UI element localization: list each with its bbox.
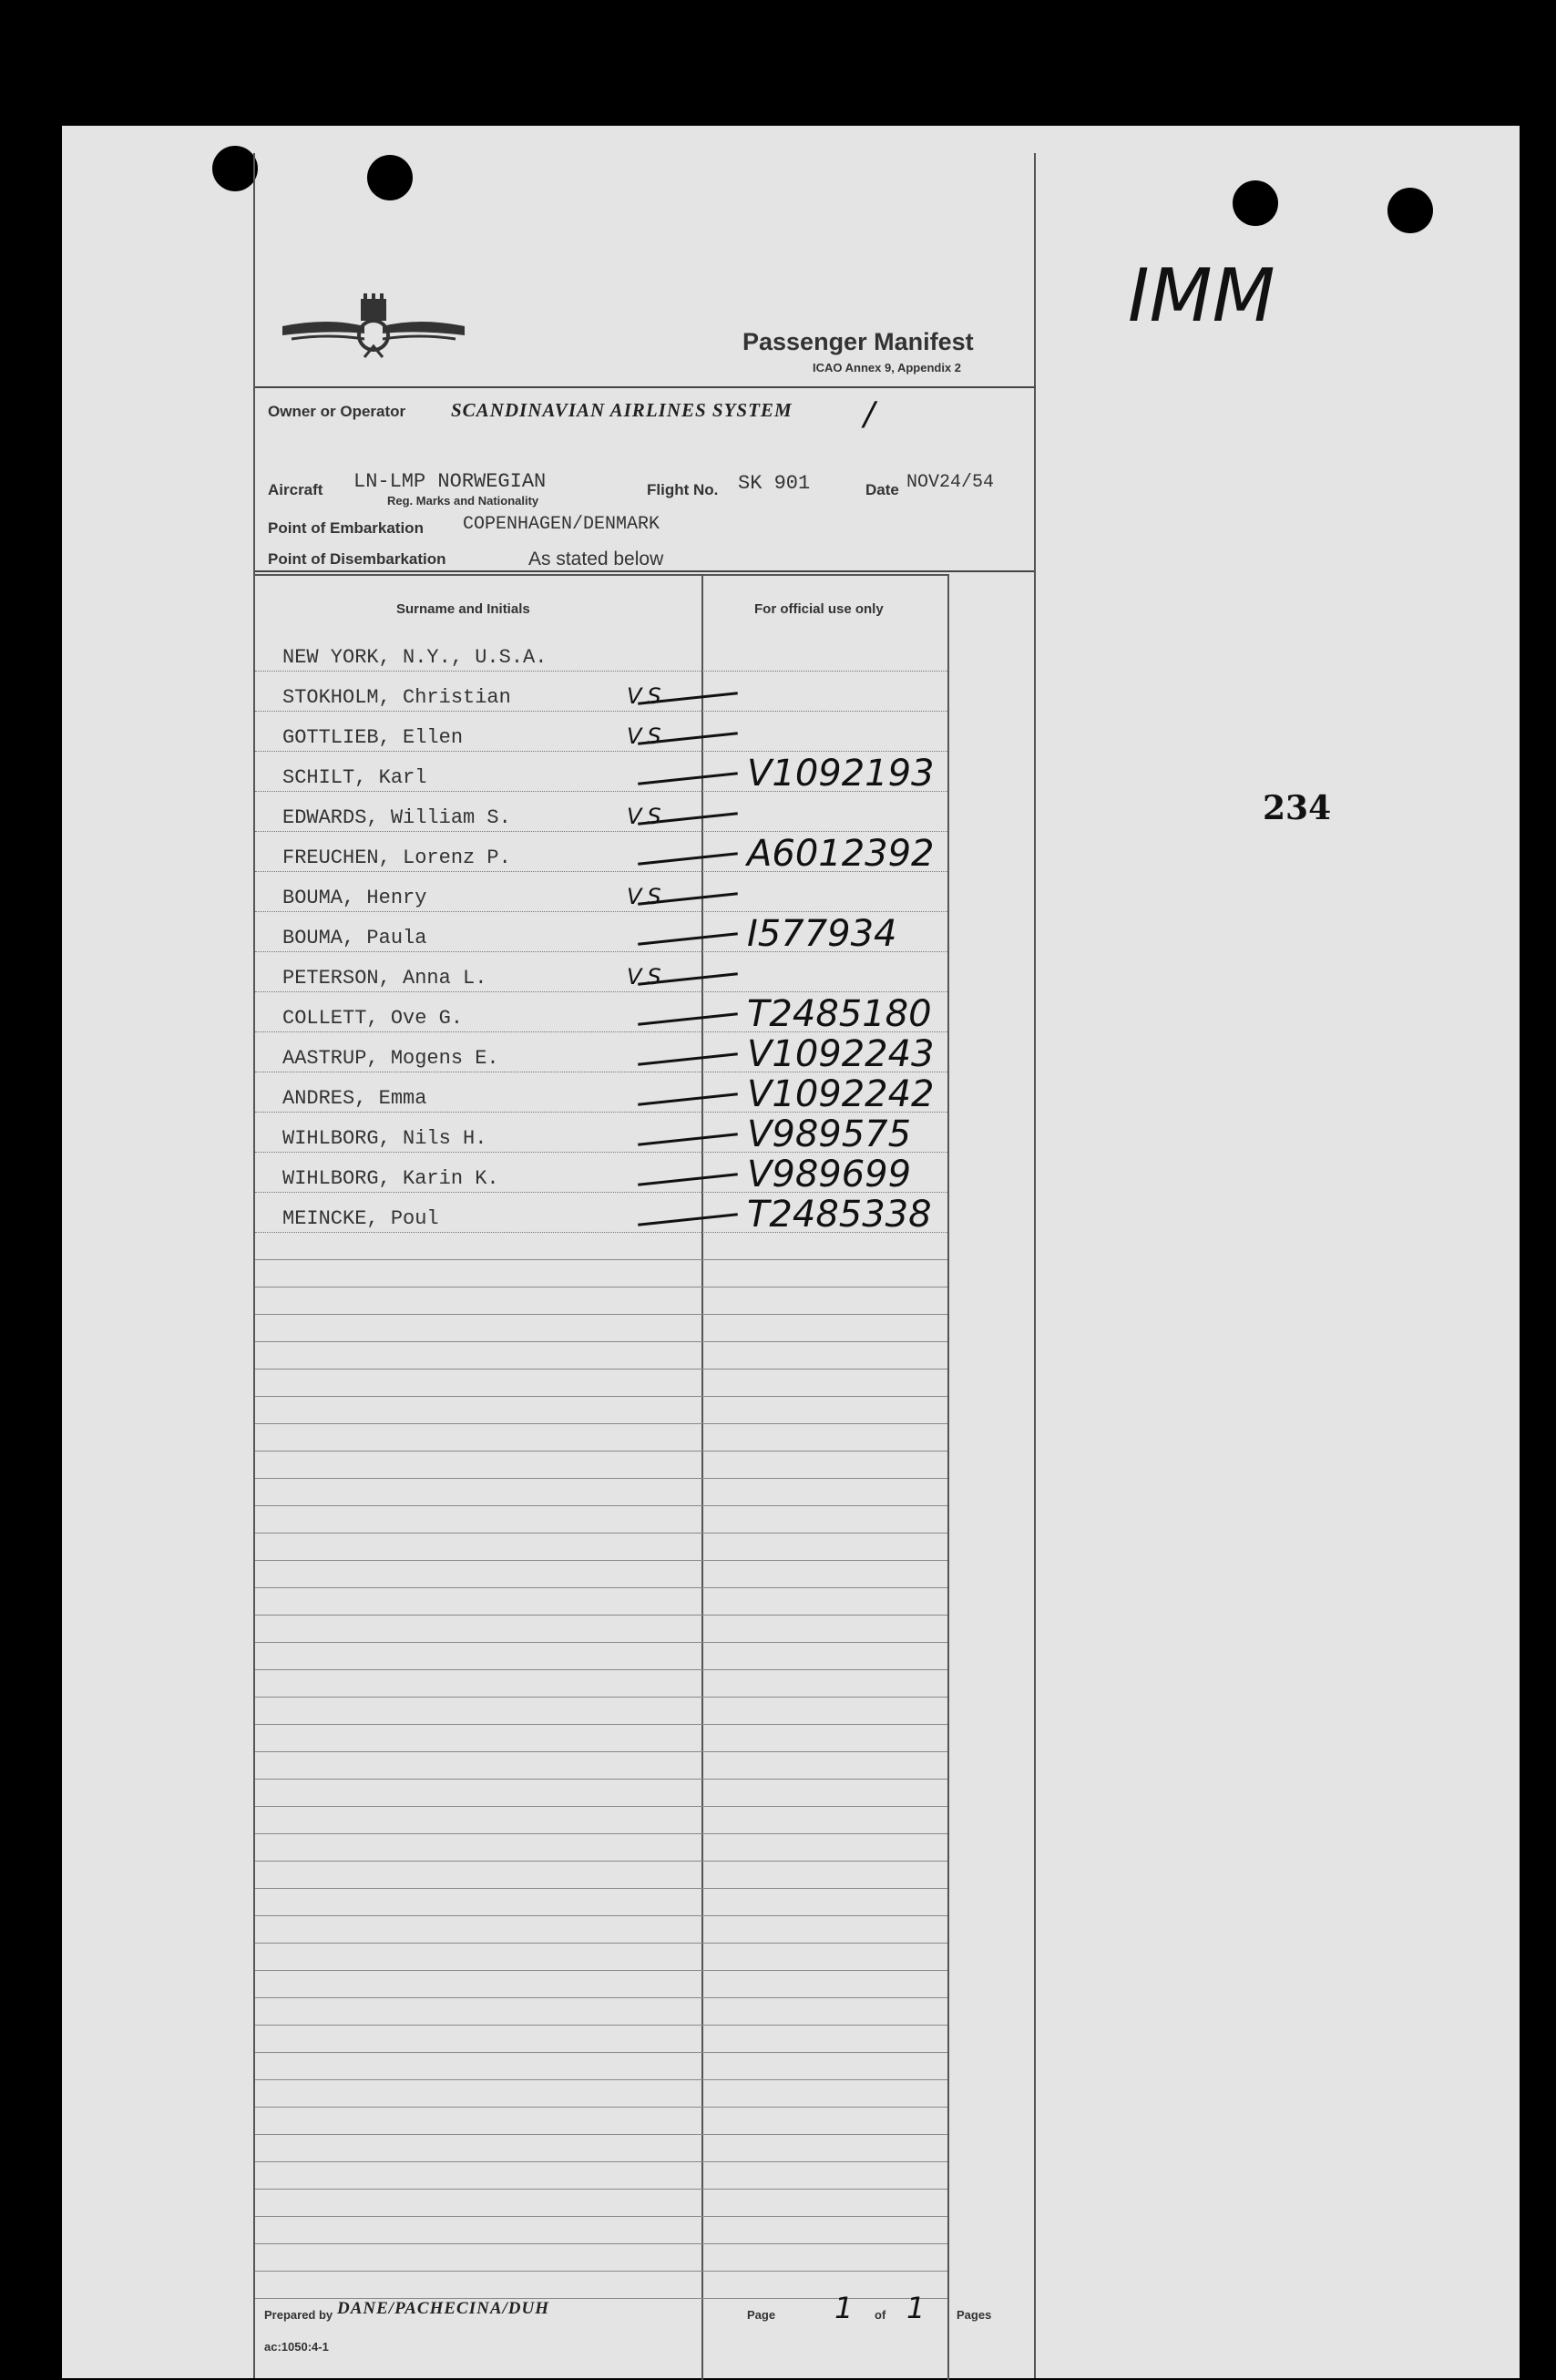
passenger-name: FREUCHEN, Lorenz P.	[282, 846, 511, 869]
official-number: V1092193	[747, 753, 935, 795]
airline-logo-icon	[273, 290, 474, 363]
official-check-stroke	[638, 1213, 738, 1226]
blank-row	[255, 1888, 947, 1916]
official-check-stroke	[638, 1133, 738, 1145]
passenger-name: ANDRES, Emma	[282, 1087, 427, 1110]
blank-row	[255, 1861, 947, 1889]
prepared-value: DANE/PACHECINA/DUH	[337, 2299, 550, 2318]
blank-row	[255, 1423, 947, 1452]
header-bottom-rule	[255, 570, 1034, 572]
side-number: 234	[1263, 789, 1332, 827]
blank-row	[255, 1751, 947, 1780]
blank-row	[255, 1970, 947, 1998]
table-row	[255, 991, 947, 1035]
blank-row	[255, 2079, 947, 2108]
blank-row	[255, 1587, 947, 1616]
passenger-name: COLLETT, Ove G.	[282, 1007, 464, 1030]
punch-hole	[1233, 180, 1278, 226]
blank-row	[255, 1314, 947, 1342]
official-number: T2485180	[747, 993, 932, 1035]
passenger-name: WIHLBORG, Karin K.	[282, 1167, 499, 1190]
passenger-name: GOTTLIEB, Ellen	[282, 726, 464, 749]
official-number: V1092243	[747, 1033, 935, 1075]
blank-row	[255, 1478, 947, 1506]
blank-row	[255, 1997, 947, 2026]
official-mark: VS	[627, 884, 667, 909]
official-number: V989575	[747, 1113, 912, 1155]
table-row	[255, 791, 947, 832]
blank-row	[255, 1833, 947, 1862]
official-mark: VS	[627, 804, 667, 829]
blank-row	[255, 1915, 947, 1944]
passenger-name: STOKHOLM, Christian	[282, 686, 511, 709]
blank-row	[255, 1396, 947, 1424]
blank-row	[255, 2216, 947, 2244]
official-mark: VS	[627, 683, 667, 709]
punch-hole	[212, 146, 258, 191]
official-check-stroke	[638, 772, 738, 785]
official-number: I577934	[747, 913, 897, 955]
blank-row	[255, 1615, 947, 1643]
table-row	[255, 911, 947, 955]
date-label: Date	[865, 481, 899, 498]
blank-row	[255, 2107, 947, 2135]
form-title: Passenger Manifest	[742, 328, 974, 355]
owner-label: Owner or Operator	[268, 403, 406, 420]
page-value: 1	[834, 2291, 854, 2325]
embark-value: COPENHAGEN/DENMARK	[463, 514, 660, 535]
table-row	[255, 631, 947, 672]
date-value: NOV24/54	[906, 472, 995, 493]
col-header-official: For official use only	[754, 601, 884, 617]
blank-row	[255, 1724, 947, 1752]
reg-note: Reg. Marks and Nationality	[387, 494, 539, 508]
page-label: Page	[747, 2308, 776, 2322]
table-row	[255, 1112, 947, 1153]
official-number: A6012392	[747, 833, 935, 875]
passenger-name: BOUMA, Henry	[282, 887, 427, 909]
official-check-stroke	[638, 1052, 738, 1065]
blank-row	[255, 1669, 947, 1698]
official-number: V989699	[747, 1154, 912, 1195]
blank-row	[255, 1369, 947, 1397]
flight-value: SK 901	[738, 472, 811, 495]
official-number: T2485338	[747, 1194, 932, 1236]
official-check-stroke	[638, 932, 738, 945]
blank-row	[255, 1943, 947, 1971]
blank-row	[255, 1806, 947, 1834]
pages-label: Pages	[957, 2308, 992, 2322]
blank-row	[255, 1287, 947, 1315]
official-check-stroke	[638, 1093, 738, 1105]
blank-row	[255, 2134, 947, 2162]
aircraft-value: LN-LMP NORWEGIAN	[353, 470, 547, 493]
blank-row	[255, 1341, 947, 1370]
blank-row	[255, 1779, 947, 1807]
official-check-stroke	[638, 1012, 738, 1025]
blank-row	[255, 2025, 947, 2053]
owner-value: SCANDINAVIAN AIRLINES SYSTEM	[451, 399, 793, 421]
table-row	[255, 831, 947, 875]
blank-row	[255, 1697, 947, 1725]
passenger-name: AASTRUP, Mogens E.	[282, 1047, 499, 1070]
flight-label: Flight No.	[647, 481, 719, 498]
blank-row	[255, 1533, 947, 1561]
passenger-name: EDWARDS, William S.	[282, 806, 511, 829]
blank-row	[255, 1259, 947, 1287]
official-check-stroke	[638, 1173, 738, 1185]
passenger-name: WIHLBORG, Nils H.	[282, 1127, 487, 1150]
passenger-name: BOUMA, Paula	[282, 927, 427, 949]
blank-row	[255, 1451, 947, 1479]
table-row	[255, 871, 947, 912]
punch-hole	[1387, 188, 1433, 233]
table-row	[255, 1192, 947, 1236]
blank-row	[255, 2243, 947, 2272]
blank-row	[255, 1560, 947, 1588]
disembark-label: Point of Disembarkation	[268, 550, 446, 568]
table-row	[255, 711, 947, 752]
passenger-name: MEINCKE, Poul	[282, 1207, 439, 1230]
aircraft-label: Aircraft	[268, 481, 323, 498]
passenger-name: SCHILT, Karl	[282, 766, 427, 789]
official-number: V1092242	[747, 1073, 935, 1115]
manifest-form	[253, 153, 1036, 2378]
header-rule	[255, 386, 1036, 388]
owner-tick: /	[864, 395, 875, 433]
table-row	[255, 1072, 947, 1113]
official-check-stroke	[638, 852, 738, 865]
corner-handwriting: IMM	[1128, 253, 1275, 338]
blank-row	[255, 2052, 947, 2080]
embark-label: Point of Embarkation	[268, 519, 424, 537]
official-mark: VS	[627, 964, 667, 990]
blank-row	[255, 1232, 947, 1260]
blank-row	[255, 2189, 947, 2217]
passenger-name: PETERSON, Anna L.	[282, 967, 487, 990]
table-row	[255, 751, 947, 795]
table-row	[255, 1152, 947, 1193]
blank-row	[255, 1505, 947, 1534]
blank-row	[255, 1642, 947, 1670]
of-label: of	[875, 2308, 886, 2322]
table-row	[255, 951, 947, 992]
table-row	[255, 671, 947, 712]
of-value: 1	[906, 2291, 926, 2325]
form-code: ac:1050:4-1	[264, 2340, 329, 2354]
prepared-label: Prepared by	[264, 2308, 333, 2322]
passenger-name: NEW YORK, N.Y., U.S.A.	[282, 646, 548, 669]
manifest-sheet	[62, 126, 1520, 2378]
form-subtitle: ICAO Annex 9, Appendix 2	[813, 361, 962, 374]
disembark-value: As stated below	[528, 549, 664, 569]
blank-row	[255, 2161, 947, 2190]
col-header-names: Surname and Initials	[396, 601, 530, 617]
table-row	[255, 1031, 947, 1075]
passenger-table	[255, 574, 949, 2380]
official-mark: VS	[627, 723, 667, 749]
